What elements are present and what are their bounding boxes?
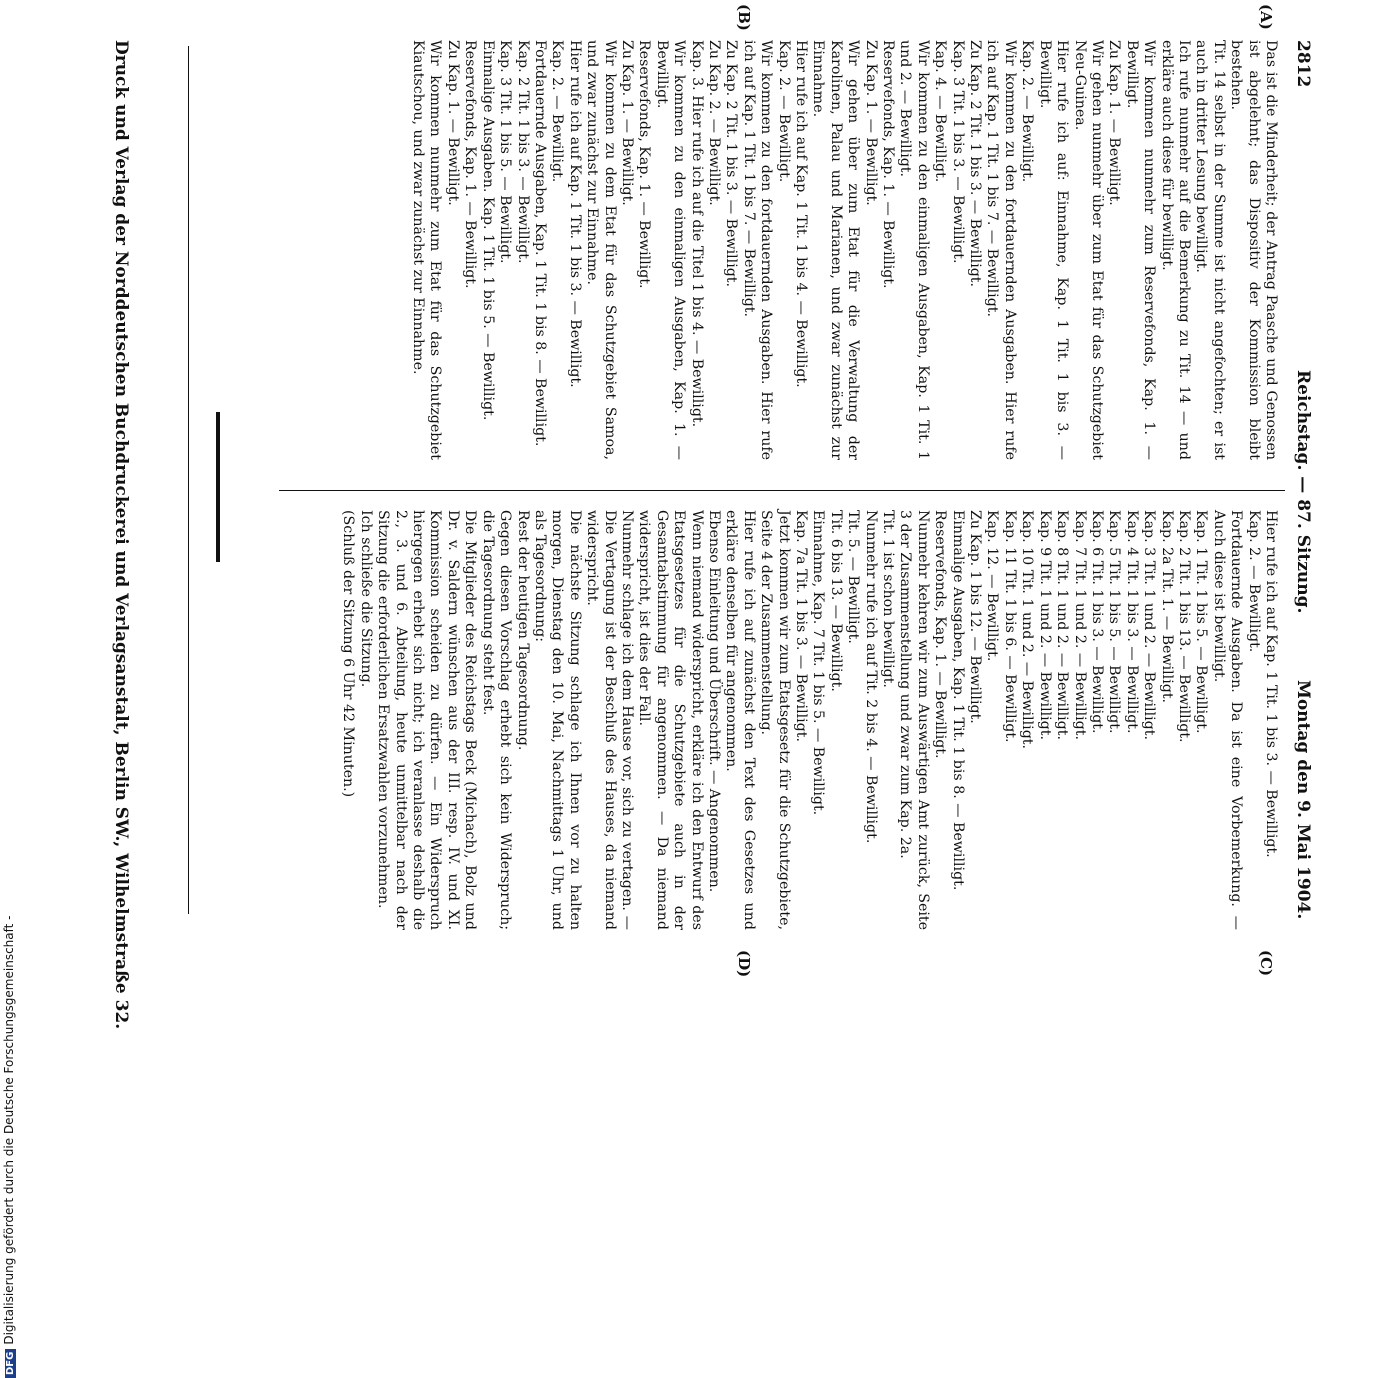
paragraph: Kap. 3 Tit. 1 bis 3. — Bewilligt. [949,40,966,264]
paragraph: Zu Kap. 2. — Bewilligt. [706,40,722,206]
paragraph: Die Mitglieder des Reichstags Beck (Michach), Bolz und Dr. v. Saldern wünschen aus der III. resp. IV. und XI. Kommission scheiden zu dürfen. — Ein Widerspruch hiergegen erhebt sich nicht; ich veranlasse deshalb die 2., 3. und 6. Abteilung, heute unmittelbar nach der Sitzung die erforderlichen Ersatzwahlen vorzunehmen. [375,510,479,930]
paragraph: Gegen diesen Vorschlag erhebt sich kein Widerspruch; die Tagesordnung steht fest. [479,510,514,930]
paragraph: Kap. 6 Tit. 1 bis 3. — Bewilligt. [1088,510,1105,734]
paragraph: Einnahme, Kap. 7 Tit. 1 bis 5. — Bewilligt. [810,510,827,816]
margin-mark-b: (B) [735,4,753,31]
paragraph: Hier rufe ich auf Kap. 1 Tit. 1 bis 4. — Bewilligt. [793,40,810,388]
paragraph: Kap. 2 Tit. 1 bis 13. — Bewilligt. [1175,510,1192,743]
paragraph: Hier rufe ich auf: Einnahme, Kap. 1 Tit. 1 bis 3. — Bewilligt. [1036,40,1071,460]
paragraph: Wir gehen nunmehr über zum Etat für das Schutzgebiet Neu-Guinea. [1071,40,1105,460]
paragraph: Einmalige Ausgaben, Kap. 1 Tit. 1 bis 8. — Bewilligt. [949,510,966,891]
paragraph: Hier rufe ich auf Kap. 1 Tit. 1 bis 3. — Bewilligt. [1263,510,1279,858]
paragraph: Wenn niemand widerspricht, erkläre ich den Entwurf des Etatsgesetzes für die Schutzgebiete auch in der Gesamtabstimmung für angenommen. — Da niemand widerspricht, ist dies der Fall. [636,510,705,930]
paragraph: Tit. 6 bis 13. — Bewilligt. [827,510,844,692]
margin-mark-d: (D) [735,950,753,978]
paragraph: Wir kommen zu den einmaligen Ausgaben, Kap. 1 Tit. 1 und 2. — Bewilligt. [897,40,931,460]
paragraph: Kap. 3. Hier rufe ich auf die Titel 1 bis 4. — Bewilligt. [688,40,705,428]
paragraph: Tit. 14 selbst in der Summe ist nicht angefochten; er ist auch in dritter Lesung bewilligt. [1193,40,1227,460]
paragraph: Kap. 2. — Bewilligt. [775,40,792,183]
paragraph: Reservefonds, Kap. 1. — Bewilligt. [880,40,897,289]
page-header-date: Montag den 9. Mai 1904. [1293,680,1313,920]
paragraph: Kap. 2. — Bewilligt. [1019,40,1036,183]
paragraph: Zu Kap. 1. — Bewilligt. [862,40,879,206]
paragraph: Nunmehr kehren wir zum Auswärtigen Amt zurück, Seite 3 der Zusammenstellung und zwar zum Kap. 2a. [897,510,931,930]
paragraph: Wir kommen zu dem Etat für das Schutzgebiet Samoa, und zwar zunächst zur Einnahme. [584,40,618,460]
paragraph: Reservefonds, Kap. 1. — Bewilligt. [932,510,949,759]
paragraph: Wir kommen zu den einmaligen Ausgaben, Kap. 1. — Bewilligt. [653,40,688,460]
paragraph: Kap. 12. — Bewilligt. [984,510,1001,662]
footer-rule [188,46,189,914]
paragraph: Wir kommen zu den fortdauernden Ausgaben. Hier rufe ich auf Kap. 1 Tit. 1 bis 7. — Bewilligt. [984,40,1018,460]
paragraph: Kap. 2 Tit. 1 bis 3. — Bewilligt. [514,40,531,264]
paragraph: Zu Kap. 2 Tit. 1 bis 3. — Bewilligt. [723,40,740,288]
paragraph: Einmalige Ausgaben. Kap. 1 Tit. 1 bis 5. — Bewilligt. [479,40,496,421]
paragraph: Kap. 1 Tit. 1 bis 5. — Bewilligt. [1193,510,1210,734]
digitization-note [2,378,16,1378]
paragraph: Kap. 3 Tit. 1 und 2. — Bewilligt. [1141,510,1158,740]
paragraph: Nunmehr rufe ich auf Tit. 2 bis 4. — Bewilligt. [862,510,879,844]
paragraph: Kap. 7a Tit. 1 bis 3. — Bewilligt. [793,510,810,742]
paragraph: Kap. 8 Tit. 1 und 2. — Bewilligt. [1054,510,1071,740]
paragraph: Kap. 4. — Bewilligt. [932,40,949,183]
paragraph: Kap. 10 Tit. 1 und 2. — Bewilligt. [1019,510,1036,749]
left-column [409,40,1279,460]
paragraph: Kap. 4 Tit. 1 bis 3. — Bewilligt. [1123,510,1140,734]
margin-mark-c: (C) [1257,950,1275,977]
paragraph: Fortdauernde Ausgaben, Kap. 1 Tit. 1 bis 8. — Bewilligt. [531,40,548,447]
paragraph: Kap. 5 Tit. 1 bis 5. — Bewilligt. [1106,510,1123,734]
paragraph: Zu Kap. 1. — Bewilligt. [444,40,461,206]
imprint-footer: Druck und Verlag der Norddeutschen Buchdruckerei und Verlagsanstalt, Berlin SW., Wilhelmstraße 32. [111,40,131,1030]
paragraph: Hier rufe ich auf Kap. 1 Tit. 1 bis 3. — Bewilligt. [566,40,583,388]
page-number: 2812 [1293,40,1313,88]
paragraph: Kap. 2. — Bewilligt. [1245,510,1262,653]
paragraph: Tit. 5. — Bewilligt. [845,510,862,644]
dfg-logo-icon: DFG [5,1349,16,1378]
page-header [1287,40,1313,920]
paragraph: Die nächste Sitzung schlage ich Ihnen vor zu halten morgen, Dienstag den 10. Mai, Nachmittags 1 Uhr, und als Tagesordnung: [531,510,583,930]
paragraph: Wir kommen zu den fortdauernden Ausgaben. Hier rufe ich auf Kap. 1 Tit. 1 bis 7. — Bewilligt. [740,40,775,460]
paragraph: (Schluß der Sitzung 6 Uhr 42 Minuten.) [340,510,357,798]
digitization-text: Digitalisierung gefördert durch die Deutsche Forschungsgemeinschaft - [2,915,16,1345]
margin-mark-a: (A) [1257,4,1275,30]
paragraph: Kap. 11 Tit. 1 bis 6. — Bewilligt. [1001,510,1018,743]
paragraph: Reservefonds, Kap. 1. — Bewilligt. [636,40,653,289]
paragraph: Ich rufe nunmehr auf die Bemerkung zu Tit. 14 — und erkläre auch diese für bewilligt. [1158,40,1192,460]
paragraph: Kap. 9 Tit. 1 und 2. — Bewilligt. [1036,510,1053,740]
paragraph: Reservefonds, Kap. 1. — Bewilligt. [462,40,479,289]
page-header-title: Reichstag. — 87. Sitzung. [1293,370,1313,614]
paragraph: Zu Kap. 1 bis 12. — Bewilligt. [967,510,984,724]
paragraph: Ich schließe die Sitzung. [357,510,374,688]
paragraph: Kap. 2a Tit. 1. — Bewilligt. [1158,510,1175,704]
paragraph: Nunmehr schlage ich dem Hause vor, sich zu vertagen. — Die Vertagung ist der Beschluß des Hauses, da niemand widerspricht. [584,510,635,930]
paragraph: Fortdauernde Ausgaben. Da ist eine Vorbemerkung. — Auch diese ist bewilligt. [1210,510,1245,930]
column-divider [279,490,1285,491]
paragraph: Kap. 2. — Bewilligt. [549,40,566,183]
paragraph: Wir gehen über zum Etat für die Verwaltung der Karolinen, Palau und Marianen, und zwar zunächst zur Einnahme. [810,40,862,460]
paragraph: Wir kommen nunmehr zum Etat für das Schutzgebiet Kiautschou, und zwar zunächst zur Einnahme. [410,40,444,460]
paragraph: Tit. 1 ist schon bewilligt. [880,510,897,688]
paragraph: Das ist die Minderheit; der Antrag Paasche und Genossen ist abgelehnt; das Dispositiv der Kommission bleibt bestehen. [1228,40,1279,460]
paragraph: Zu Kap. 1. — Bewilligt. [1106,40,1123,206]
paragraph: Kap. 3 Tit. 1 bis 5. — Bewilligt. [497,40,514,264]
paragraph: Jetzt kommen wir zum Etatsgesetz für die Schutzgebiete, Seite 4 der Zusammenstellung. [758,510,792,930]
paragraph: Kap. 7 Tit. 1 und 2. — Bewilligt. [1071,510,1088,740]
paragraph: Zu Kap. 2 Tit. 1 bis 3. — Bewilligt. [967,40,984,288]
right-column [339,510,1279,930]
paragraph: Hier rufe ich auf zunächst den Text des Gesetzes und erkläre denselben für angenommen. [723,510,757,930]
paragraph: Zu Kap. 1. — Bewilligt. [618,40,635,206]
section-rule [216,412,220,562]
paragraph: Wir kommen nunmehr zum Reservefonds, Kap. 1. — Bewilligt. [1123,40,1158,460]
paragraph: Rest der heutigen Tagesordnung. [514,510,531,751]
paragraph: Ebenso Einleitung und Überschrift. — Angenommen. [706,510,722,893]
